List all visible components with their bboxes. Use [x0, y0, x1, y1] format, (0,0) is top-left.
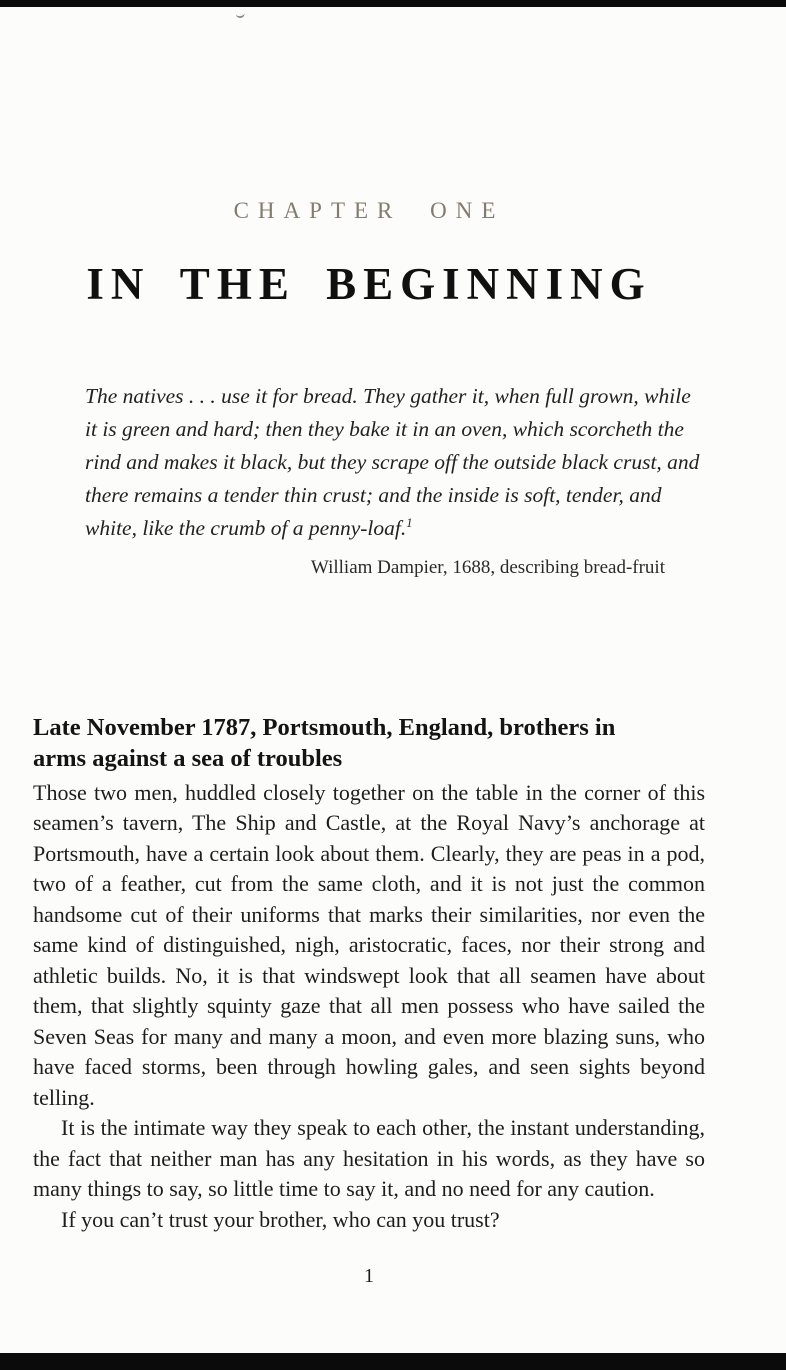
epigraph [85, 380, 707, 545]
body-paragraph: Those two men, huddled closely together on the table in the corner of this seamen’s tavern, The Ship and Castle, at the Royal Navy’s anchorage at Portsmouth, have a certain look about them. Clearly, they are peas in a pod, two of a feather, cut from the same cloth, and it is not just the common handsome cut of their uniforms that marks their similarities, nor even the same kind of distinguished, nigh, aristocratic, faces, nor their strong and athletic builds. No, it is that windswept look that all seamen have about them, that slightly squinty gaze that all men possess who have sailed the Seven Seas for many and many a moon, and even more blazing suns, who have faced storms, been through howling gales, and seen sights beyond telling. [33, 779, 705, 1110]
body-paragraph: It is the intimate way they speak to each other, the instant understanding, the fact that neither man has any hesitation in his words, as they have so many things to say, so little time to say it, and no need for any caution. [33, 1115, 705, 1201]
epigraph-text: The natives . . . use it for bread. They gather it, when full grown, while it is green and hard; then they bake it in an oven, which scorcheth the rind and makes it black, but they scrape off the outside black crust, and there remains a tender thin crust; and the inside is soft, tender, and white, like the crumb of a penny-loaf. [85, 383, 700, 540]
epigraph-attribution: William Dampier, 1688, describing bread-fruit [310, 556, 665, 578]
chapter-label: CHAPTER ONE [233, 198, 505, 223]
page-number: 1 [364, 1265, 374, 1287]
section-heading: Late November 1787, Portsmouth, England, brothers in arms against a sea of troubles [33, 713, 616, 772]
body-paragraph: If you can’t trust your brother, who can you trust? [61, 1206, 500, 1232]
scan-edge-top [0, 0, 786, 7]
footnote-marker: 1 [406, 515, 413, 530]
scan-edge-bottom [0, 1353, 786, 1370]
chapter-title: IN THE BEGINNING [86, 259, 652, 309]
